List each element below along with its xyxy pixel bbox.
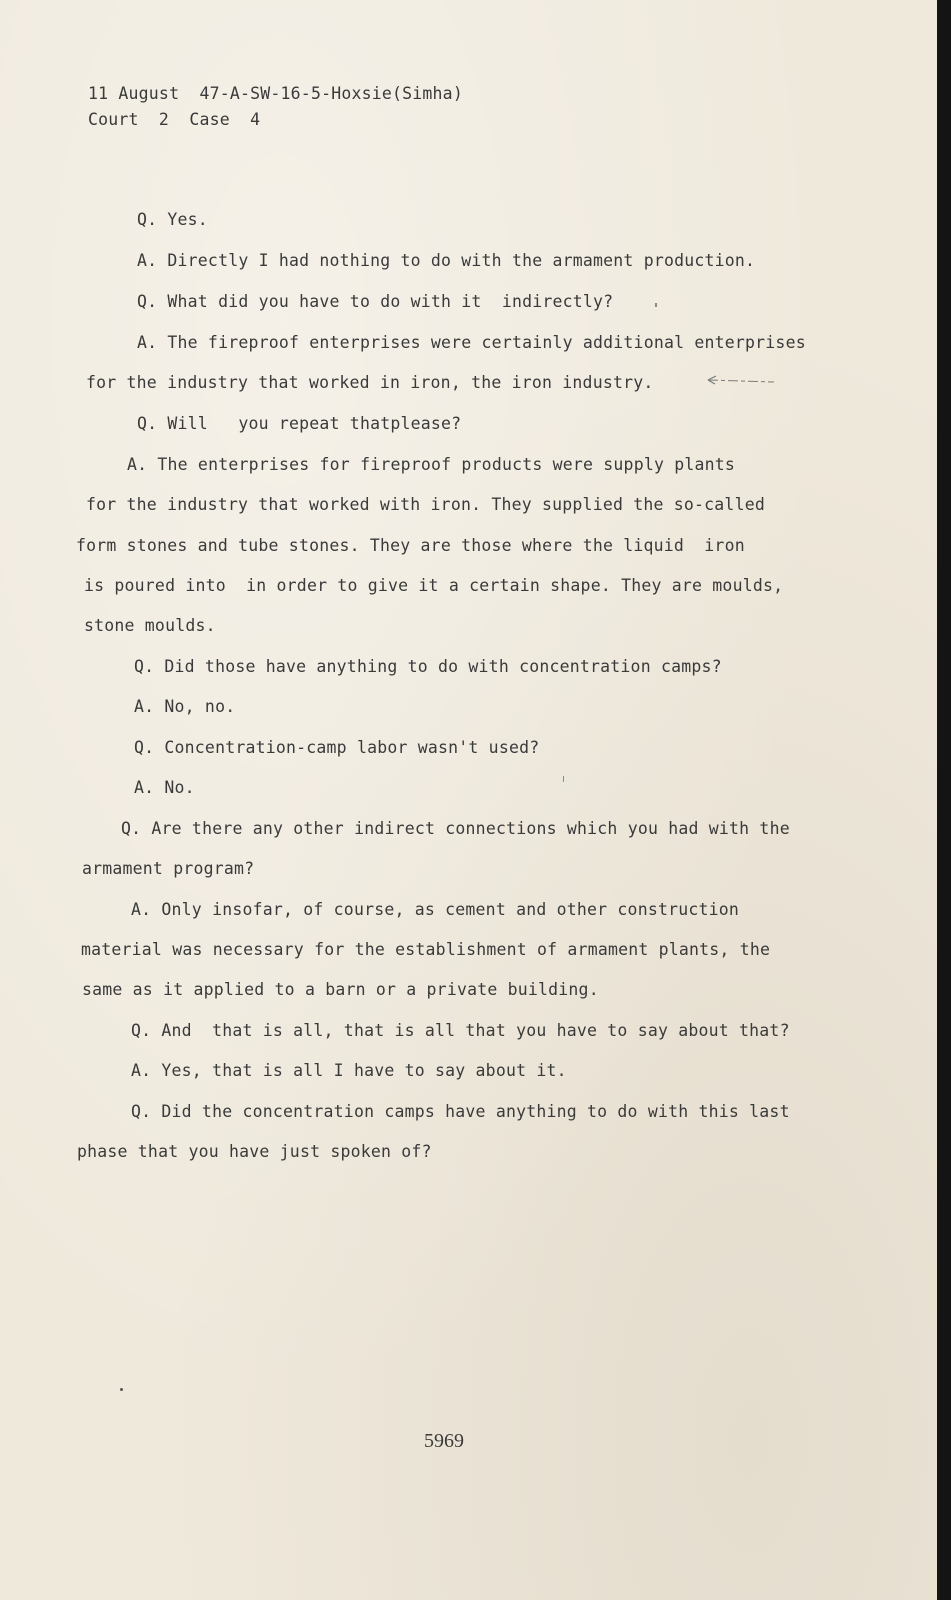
transcript-line: A. No, no. — [134, 697, 236, 716]
transcript-line: A. Directly I had nothing to do with the armament production. — [137, 251, 756, 270]
pencil-arrow-mark-icon — [706, 372, 776, 392]
transcript-line: same as it applied to a barn or a private building. — [82, 980, 599, 999]
header-court-case: Court 2 Case 4 — [88, 110, 261, 129]
transcript-line: Q. What did you have to do with it indirectly? — [137, 292, 614, 311]
scan-speck — [563, 776, 564, 782]
transcript-line: Q. And that is all, that is all that you have to say about that? — [131, 1021, 790, 1040]
transcript-line: A. The fireproof enterprises were certainly additional enterprises — [137, 333, 806, 352]
scan-border — [937, 0, 951, 1600]
transcript-line: armament program? — [82, 859, 255, 878]
transcript-line: A. Yes, that is all I have to say about it. — [131, 1061, 567, 1080]
transcript-line: stone moulds. — [84, 616, 216, 635]
scan-speck — [120, 1388, 123, 1391]
scan-speck — [655, 303, 657, 307]
transcript-line: for the industry that worked with iron. They supplied the so-called — [86, 495, 765, 514]
transcript-line: Q. Yes. — [137, 210, 208, 229]
transcript-line: Q. Are there any other indirect connections which you had with the — [121, 819, 790, 838]
header-date-reference: 11 August 47-A-SW-16-5-Hoxsie(Simha) — [88, 84, 463, 103]
transcript-line: A. No. — [134, 778, 195, 797]
transcript-line: form stones and tube stones. They are those where the liquid iron — [76, 536, 745, 555]
transcript-line: A. The enterprises for fireproof products were supply plants — [127, 455, 736, 474]
transcript-line: Q. Did those have anything to do with concentration camps? — [134, 657, 722, 676]
transcript-line: Q. Will you repeat thatplease? — [137, 414, 462, 433]
transcript-line: phase that you have just spoken of? — [77, 1142, 432, 1161]
transcript-line: is poured into in order to give it a certain shape. They are moulds, — [84, 576, 784, 595]
page-number: 5969 — [424, 1430, 464, 1452]
transcript-line: Q. Did the concentration camps have anything to do with this last — [131, 1102, 790, 1121]
transcript-line: Q. Concentration-camp labor wasn't used? — [134, 738, 540, 757]
transcript-line: for the industry that worked in iron, the iron industry. — [86, 373, 654, 392]
transcript-line: A. Only insofar, of course, as cement and other construction — [131, 900, 740, 919]
transcript-line: material was necessary for the establishment of armament plants, the — [81, 940, 771, 959]
